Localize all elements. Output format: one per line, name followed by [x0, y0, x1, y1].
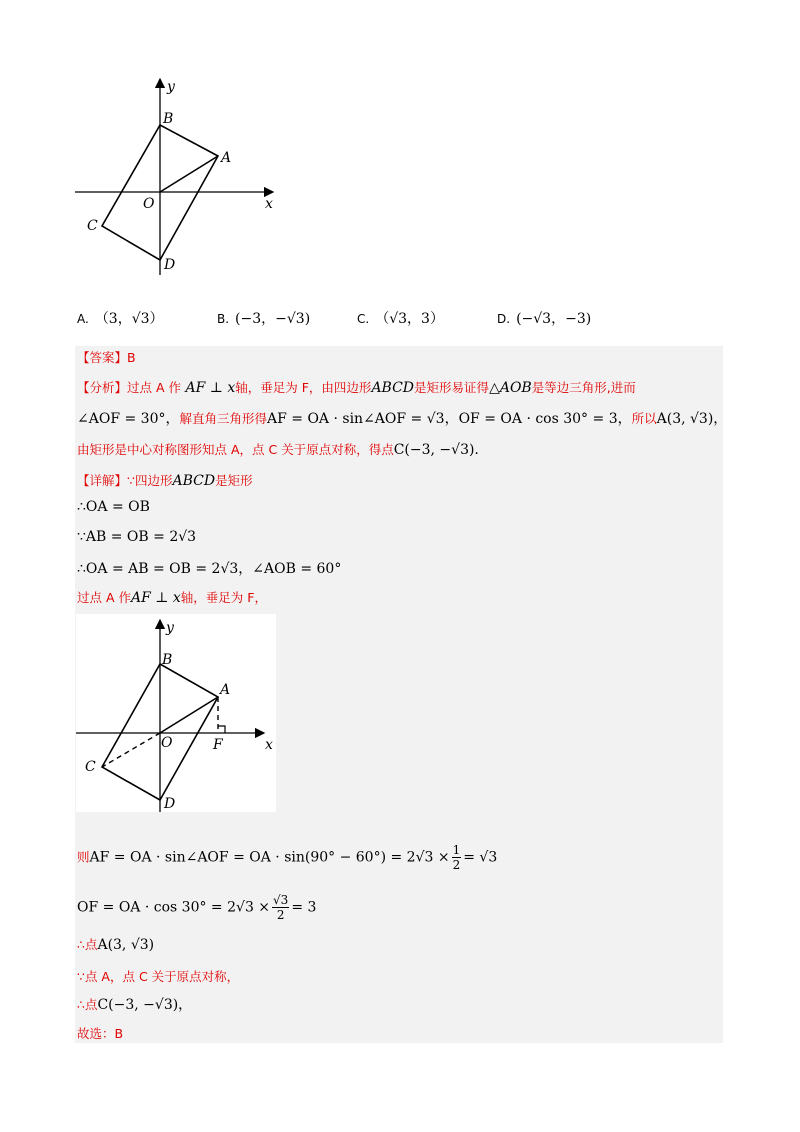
label-a: A	[221, 150, 232, 166]
fraction-root3-over-2: $\frac{√3}{2}$	[273, 893, 289, 922]
label-d: D	[164, 257, 176, 273]
analysis-line-3: 由矩形是中心对称图形知点 A，点 C 关于原点对称，得点C(−3, −√3).	[77, 442, 479, 458]
label-x: x	[265, 196, 273, 212]
detail-line-11: 故选：B	[77, 1026, 124, 1041]
label-c: C	[85, 759, 96, 775]
figure-rectangle-with-foot-f	[76, 614, 276, 812]
option-a[interactable]: A. （3，√3）	[77, 311, 164, 327]
analysis-line-1: 【分析】过点 A 作 AF ⊥ x轴，垂足为 F，由四边形ABCD是矩形易证得△AOB是等边三角形,进而	[77, 380, 636, 396]
segment-oa	[160, 156, 218, 192]
label-d: D	[164, 796, 176, 812]
detail-line-2: ∴OA = OB	[77, 499, 150, 515]
detail-line-3: ∵AB = OB = 2√3	[77, 529, 197, 545]
segment-oa	[160, 697, 218, 733]
detail-line-8: ∴点A(3, √3)	[77, 937, 155, 953]
answer-line	[77, 348, 136, 366]
detail-line-7: OF = OA · cos 30° = 2√3 × $\frac{√3}{2}$ = 3	[77, 893, 317, 922]
detail-line-1: 【详解】∵四边形ABCD是矩形	[77, 473, 253, 489]
option-b[interactable]: B. (−3，−√3)	[217, 311, 311, 327]
figure-rectangle-on-axes	[75, 75, 285, 275]
detail-line-4: ∴OA = AB = OB = 2√3，∠AOB = 60°	[77, 561, 342, 577]
detail-line-9: ∵点 A，点 C 关于原点对称，	[77, 969, 240, 984]
analysis-line-2: ∠AOF = 30°，解直角三角形得AF = OA · sin∠AOF = √3，OF = OA · cos 30° = 3，所以A(3, √3)，	[77, 411, 728, 427]
label-b: B	[162, 652, 173, 668]
detail-line-6: 则AF = OA · sin∠AOF = OA · sin(90° − 60°) = 2√3 × $\frac{1}{2}$ = √3	[77, 843, 498, 872]
label-c: C	[87, 218, 98, 234]
label-a: A	[220, 682, 231, 698]
detail-line-10: ∴点C(−3, −√3)，	[77, 997, 193, 1013]
right-angle-mark	[218, 726, 225, 733]
option-c[interactable]: C. （√3，3）	[357, 311, 444, 327]
label-f: F	[213, 737, 223, 753]
label-b: B	[163, 111, 174, 127]
label-y: y	[167, 79, 175, 95]
label-o: O	[161, 735, 173, 751]
detail-line-5: 过点 A 作AF ⊥ x轴，垂足为 F，	[77, 590, 267, 606]
option-d[interactable]: D. (−√3，−3)	[497, 311, 592, 327]
answer-tag: 【答案】	[77, 350, 128, 365]
answer-value: B	[127, 350, 136, 365]
fraction-one-half: $\frac{1}{2}$	[452, 843, 461, 872]
label-y: y	[166, 620, 174, 636]
label-o: O	[143, 196, 155, 212]
label-x: x	[265, 737, 273, 753]
